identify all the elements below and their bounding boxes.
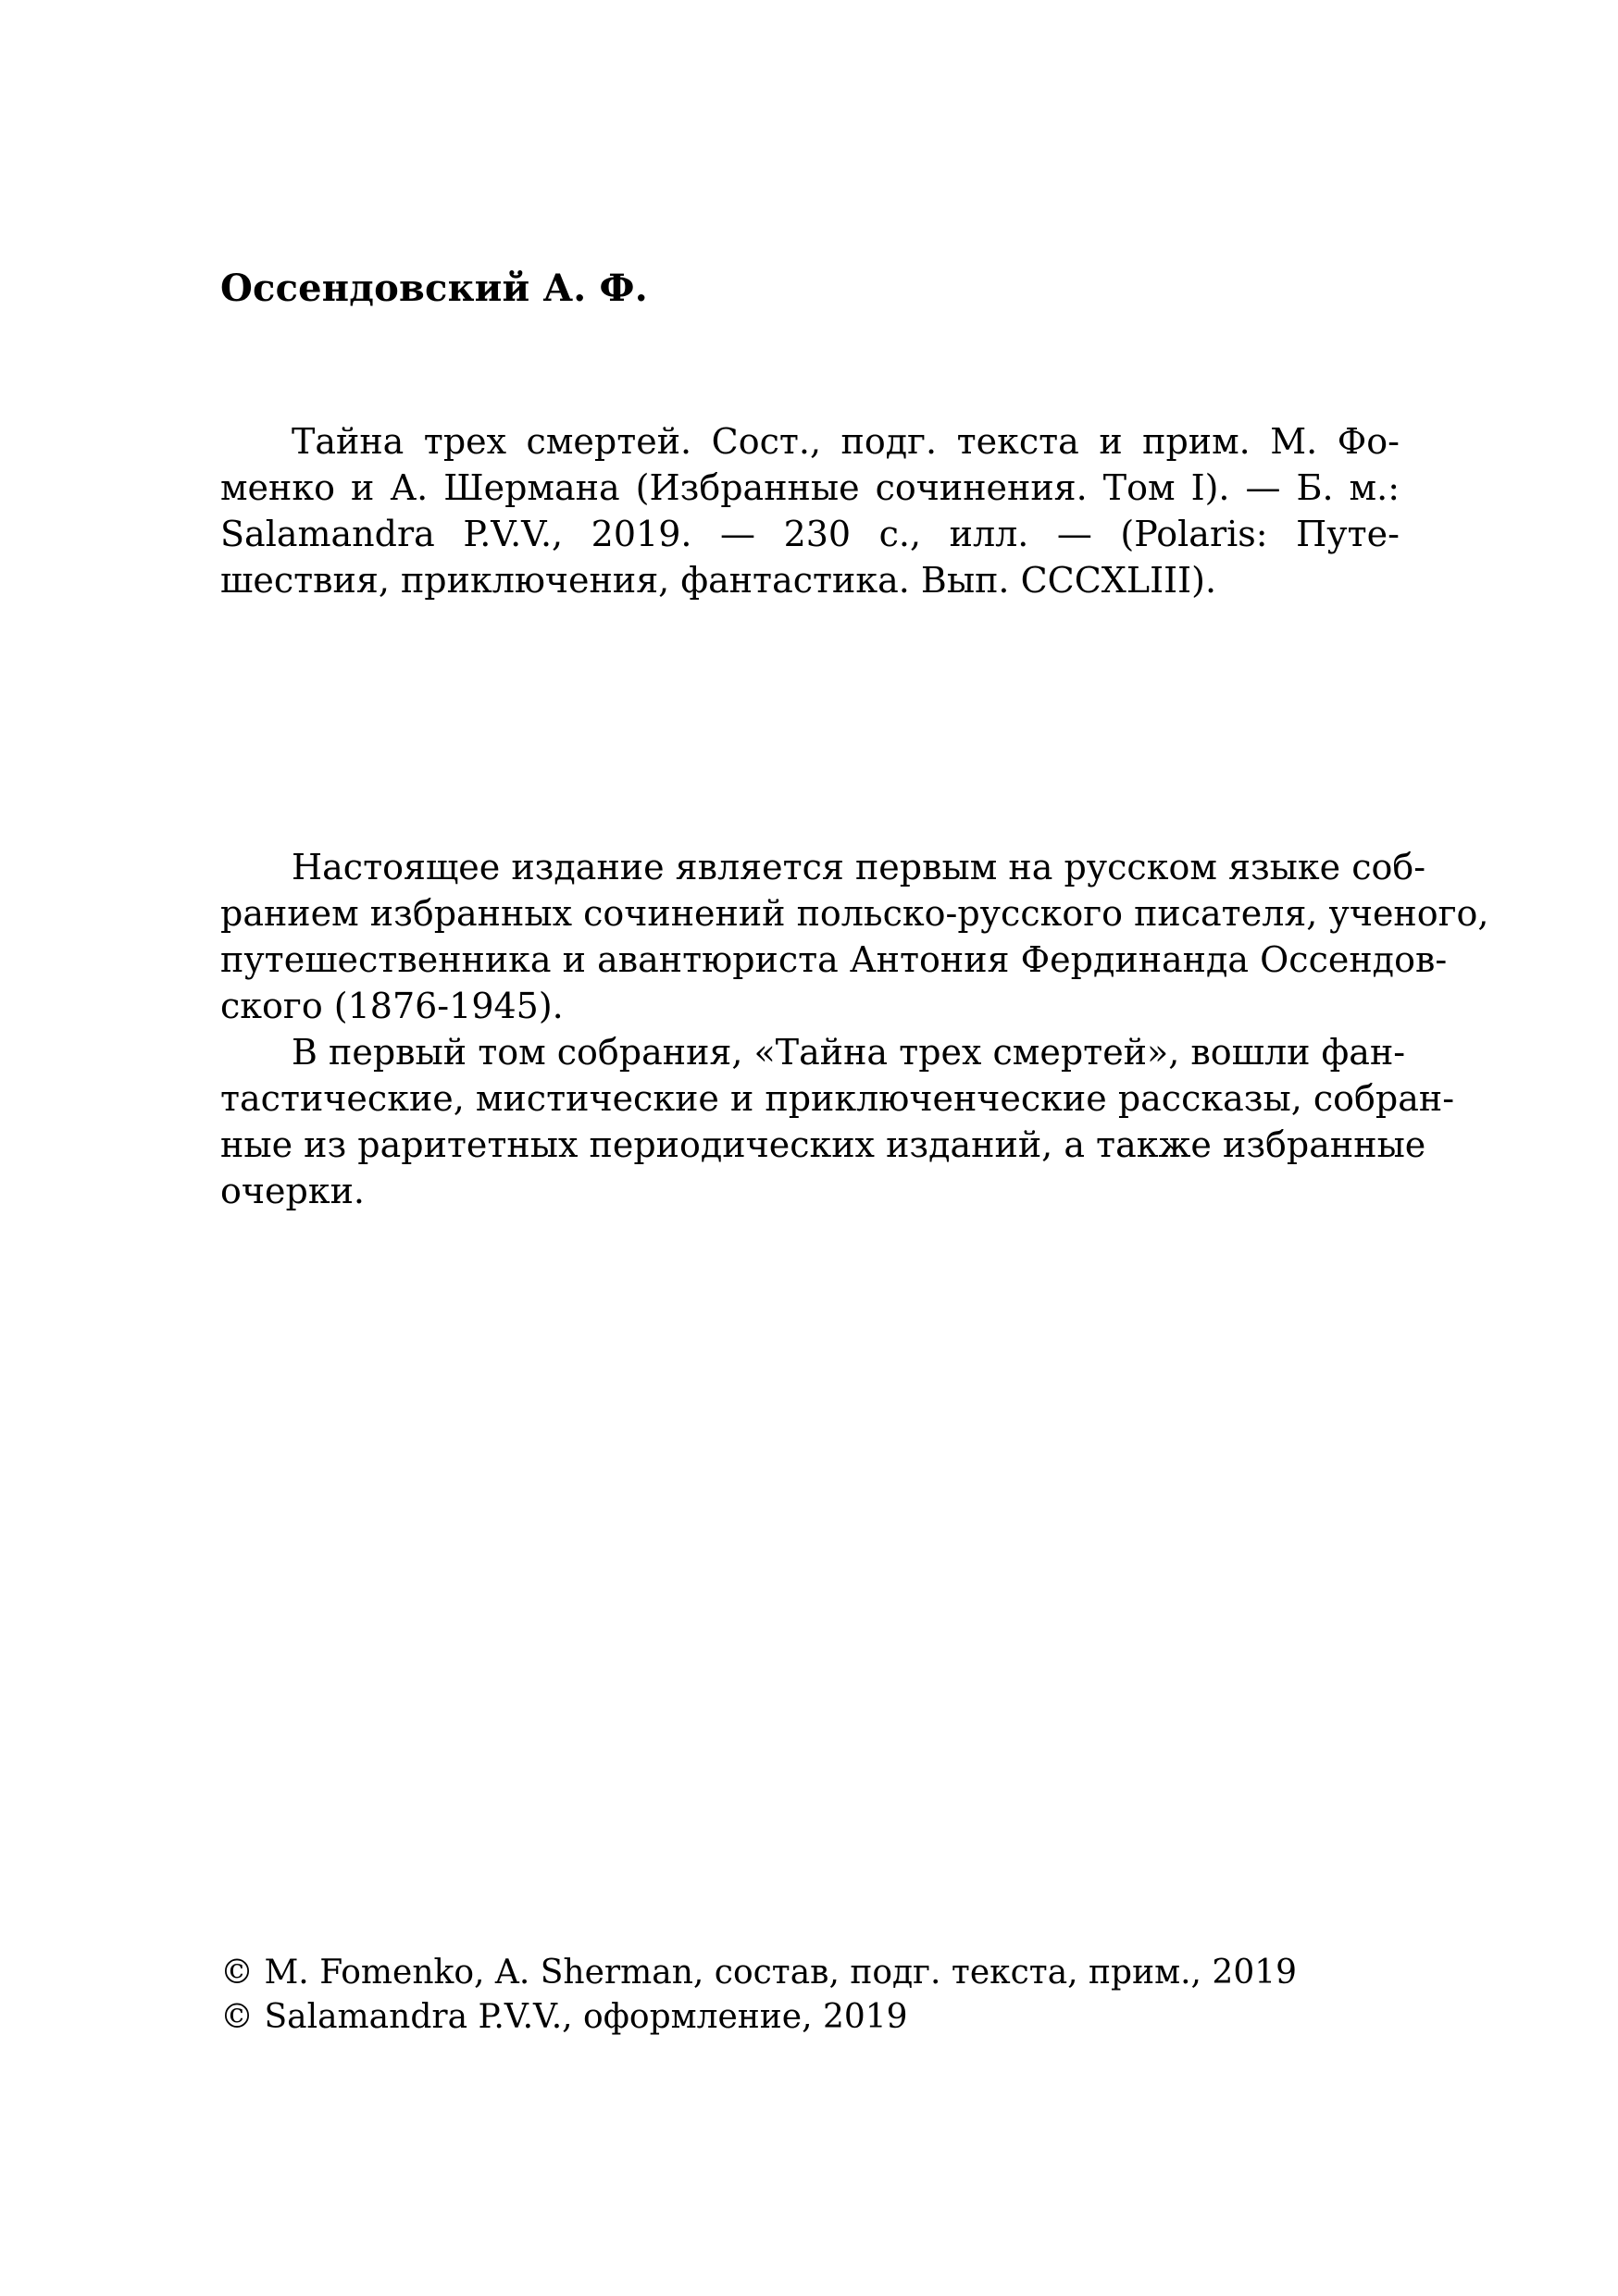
- annotation-line: тастические, мистические и приключенческие рассказы, собран-: [220, 1078, 1455, 1119]
- annotation-line: очерки.: [220, 1171, 365, 1211]
- bibliography-line: Тайна трех смертей. Сост., подг. текста и прим. М. Фо-: [292, 421, 1400, 462]
- bibliography-line: шествия, приключения, фантастика. Вып. CCCXLIII).: [220, 560, 1217, 601]
- annotation-line: Настоящее издание является первым на русском языке соб-: [292, 847, 1426, 887]
- author-heading: Оссендовский А. Ф.: [220, 267, 648, 310]
- annotation-line: В первый том собрания, «Тайна трех смертей», вошли фан-: [292, 1032, 1406, 1073]
- annotation-line: ные из раритетных периодических изданий, а также избранные: [220, 1124, 1426, 1165]
- bibliography-line: Salamandra P.V.V., 2019. — 230 с., илл. — (Polaris: Путе-: [220, 514, 1400, 554]
- annotation-line: путешественника и авантюриста Антония Фердинанда Оссендов-: [220, 939, 1448, 980]
- bibliography-line: менко и А. Шермана (Избранные сочинения. Том I). — Б. м.:: [220, 467, 1400, 508]
- annotation-line: ранием избранных сочинений польско-русского писателя, ученого,: [220, 893, 1489, 934]
- annotation-line: ского (1876-1945).: [220, 986, 564, 1026]
- copyright-line: © Salamandra P.V.V., оформление, 2019: [220, 1998, 908, 2036]
- copyright-line: © M. Fomenko, A. Sherman, состав, подг. текста, прим., 2019: [220, 1954, 1298, 1992]
